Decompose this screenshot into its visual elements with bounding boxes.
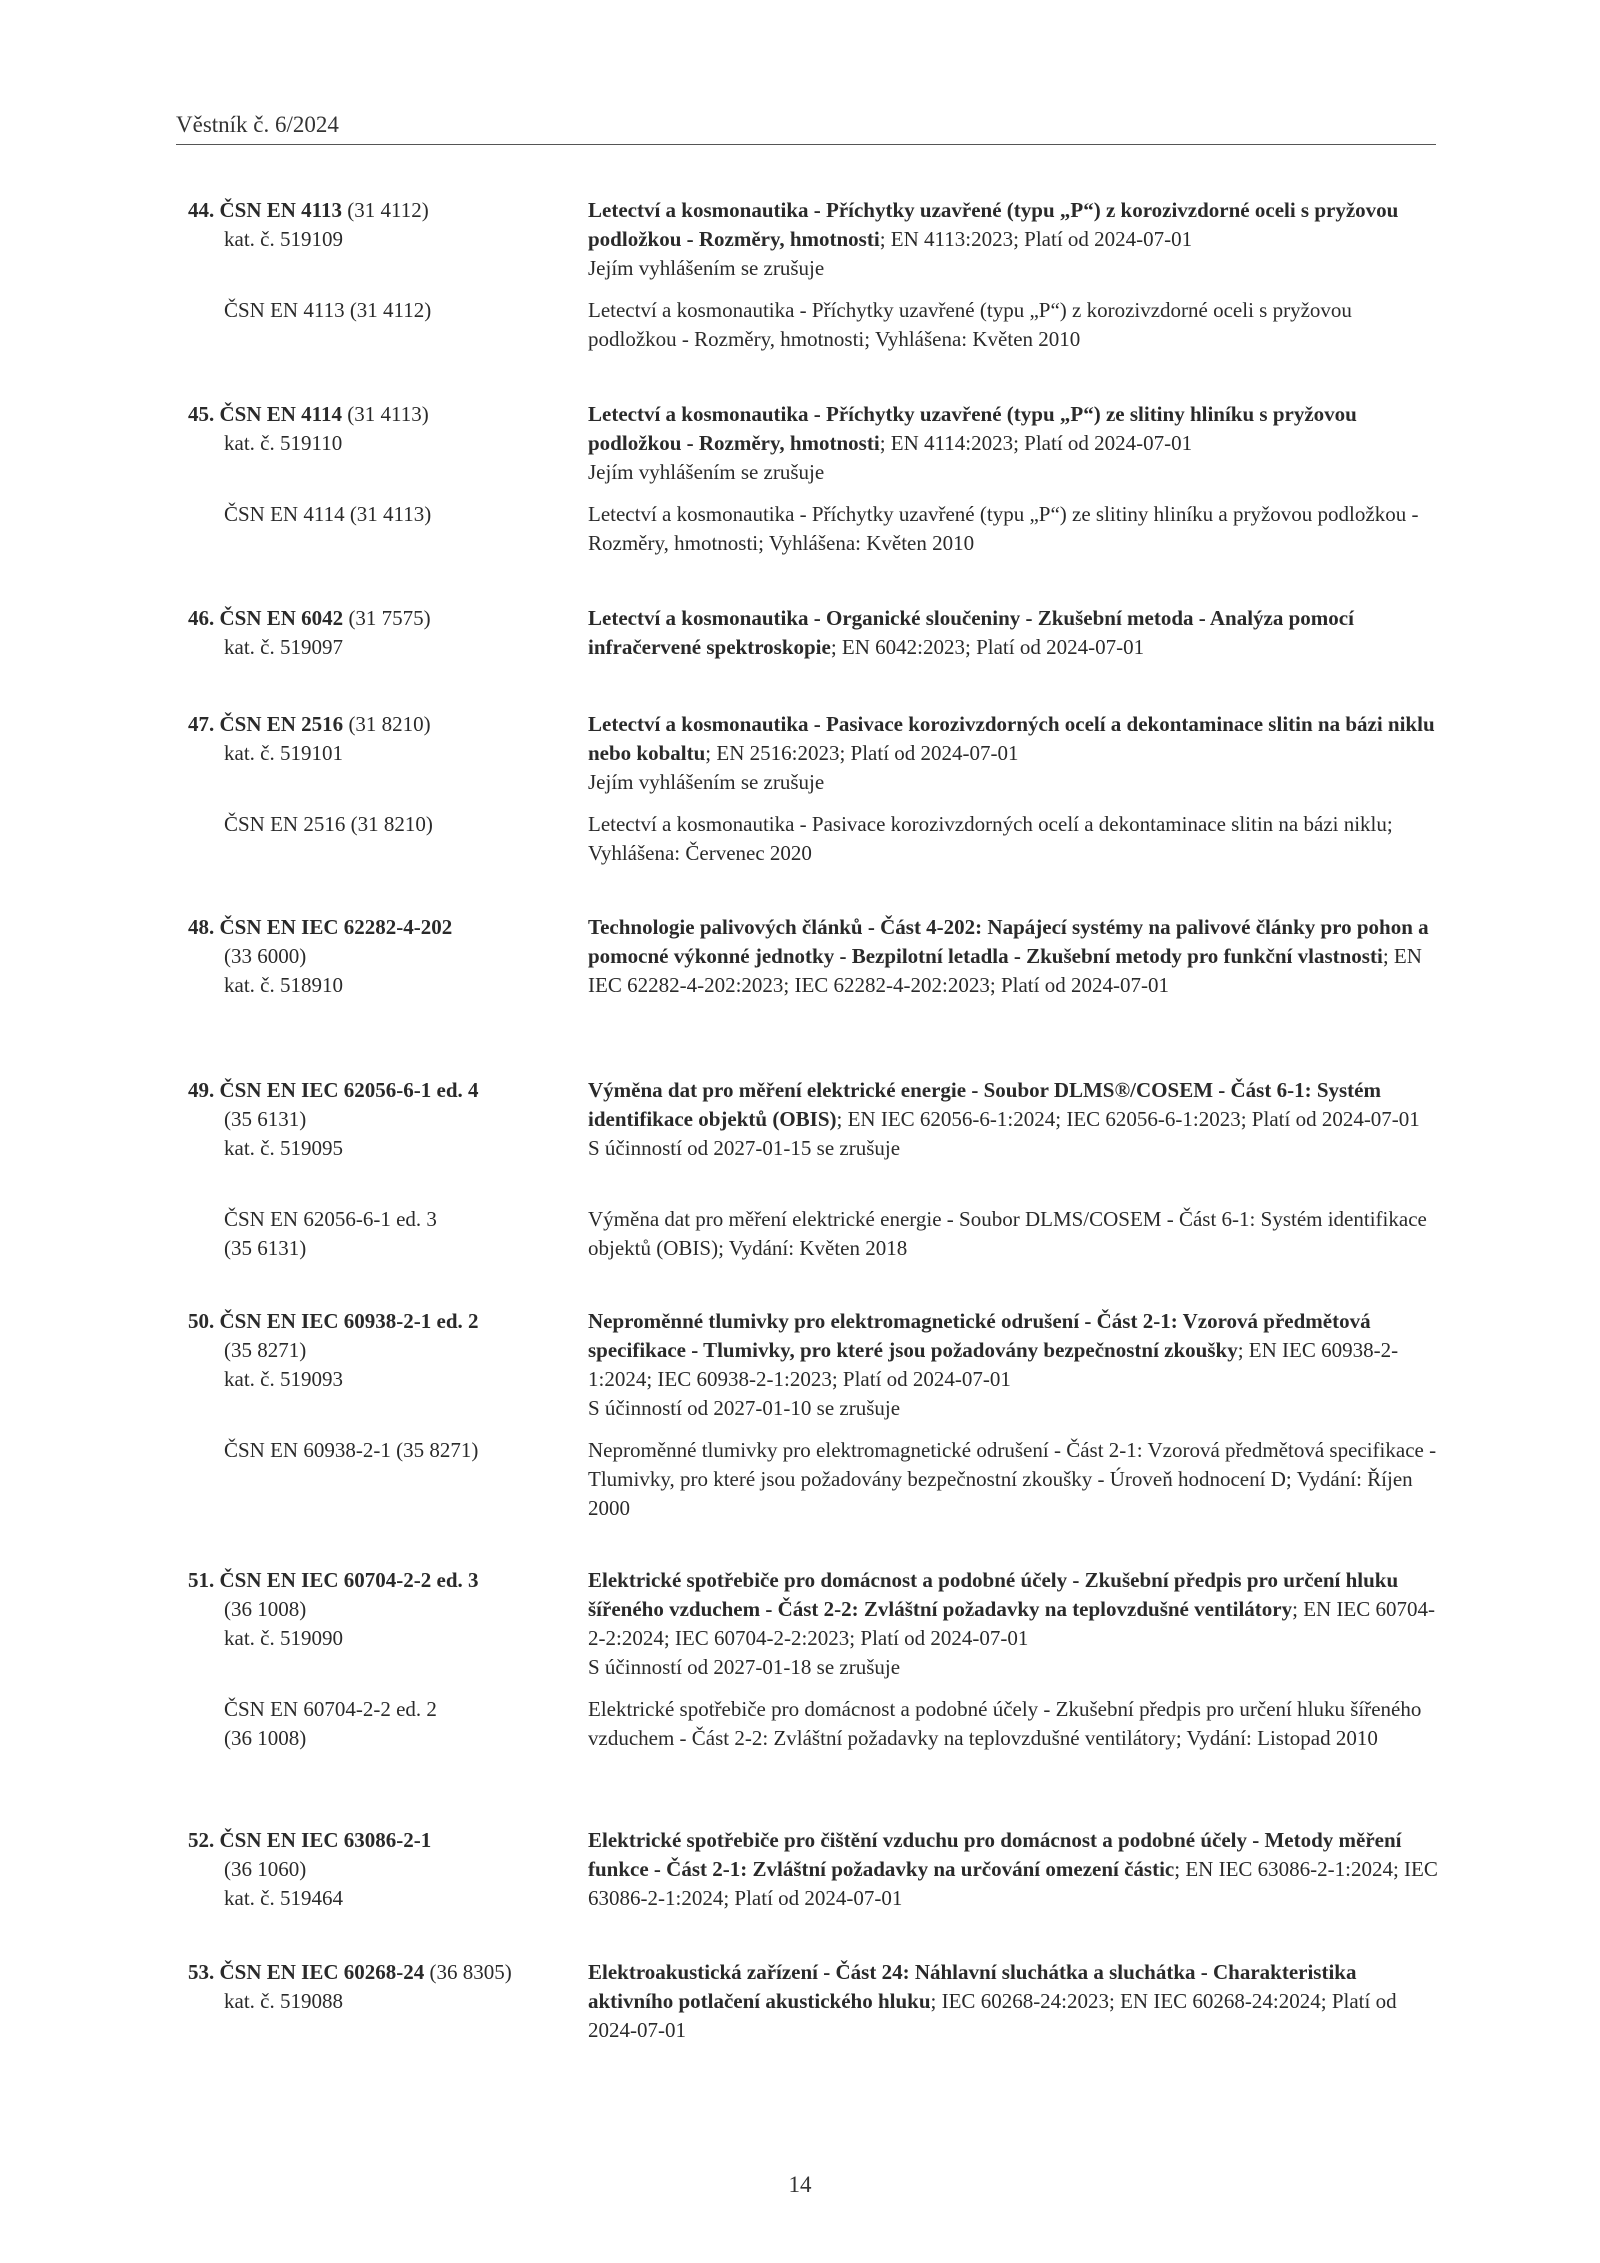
- designation-line: [188, 400, 568, 429]
- entry-designation: [188, 604, 568, 662]
- standard-title: Technologie palivových článků - Část 4-202: Napájecí systémy na palivové články pro pohon a pomocné výkonné jednotky - Bezpilotní letadla - Zkušební metody pro funkční vlastnosti: [588, 915, 1429, 968]
- entry-title: [588, 1566, 1438, 1682]
- entry-number: 49.: [188, 1078, 215, 1102]
- catalog-number: kat. č. 519110: [224, 431, 343, 455]
- classification-code: (36 8305): [424, 1960, 512, 1984]
- replaced-csn-code: ČSN EN 2516 (31 8210): [224, 812, 433, 836]
- standard-title: Elektrické spotřebiče pro domácnost a podobné účely - Zkušební předpis pro určení hluku šířeného vzduchem - Část 2-2: Zvláštní požadavky na teplovzdušné ventilátory: [588, 1568, 1399, 1621]
- entry-designation: [188, 1566, 568, 1653]
- replaced-title: Elektrické spotřebiče pro domácnost a podobné účely - Zkušební předpis pro určení hluku šířeného vzduchem - Část 2-2: Zvláštní požadavky na teplovzdušné ventilátory; Vydání: Listopad 2010: [588, 1697, 1422, 1750]
- entry-number: 50.: [188, 1309, 215, 1333]
- csn-code: ČSN EN IEC 60938-2-1 ed. 2: [219, 1309, 479, 1333]
- entry-designation: [188, 710, 568, 768]
- entry-title: [588, 1826, 1438, 1913]
- standard-title: Elektrické spotřebiče pro čištění vzduchu pro domácnost a podobné účely - Metody měření funkce - Část 2-1: Zvláštní požadavky na určování omezení částic: [588, 1828, 1402, 1881]
- catalog-number: kat. č. 519095: [224, 1136, 343, 1160]
- csn-code: ČSN EN 4114: [219, 402, 343, 426]
- entry-number: 52.: [188, 1828, 215, 1852]
- replaced-title: Letectví a kosmonautika - Příchytky uzavřené (typu „P“) ze slitiny hliníku a pryžovou podložkou - Rozměry, hmotnosti; Vyhlášena: Květen 2010: [588, 502, 1419, 555]
- replaced-csn-code: (35 6131): [224, 1236, 307, 1260]
- entry-number: 47.: [188, 712, 215, 736]
- classification-code: (35 8271): [224, 1338, 307, 1362]
- replaced-csn-code: ČSN EN 62056-6-1 ed. 3: [224, 1207, 437, 1231]
- classification-code: (33 6000): [224, 944, 307, 968]
- catalog-number: kat. č. 518910: [224, 973, 343, 997]
- designation-line: [188, 1076, 568, 1105]
- entry-number: 51.: [188, 1568, 215, 1592]
- page-footer: [0, 2172, 1600, 2198]
- replaced-designation: [188, 500, 568, 529]
- entry-title: [588, 1958, 1438, 2045]
- replaced-title: Letectví a kosmonautika - Pasivace korozivzdorných ocelí a dekontaminace slitin na bázi niklu; Vyhlášena: Červenec 2020: [588, 812, 1393, 865]
- csn-code: ČSN EN 2516: [219, 712, 344, 736]
- entry-number: 46.: [188, 606, 215, 630]
- entry-number: 45.: [188, 402, 215, 426]
- withdrawal-note: S účinností od 2027-01-18 se zrušuje: [588, 1655, 901, 1679]
- standard-title: Výměna dat pro měření elektrické energie - Soubor DLMS®/COSEM - Část 6-1: Systém identifikace objektů (OBIS): [588, 1078, 1381, 1131]
- designation-line: [188, 1566, 568, 1595]
- entry-designation: [188, 400, 568, 458]
- csn-code: ČSN EN IEC 63086-2-1: [219, 1828, 432, 1852]
- standard-reference: ; EN IEC 63086-2-1:2024; IEC 63086-2-1:2024; Platí od 2024-07-01: [588, 1857, 1438, 1910]
- replaced-designation: [188, 1205, 568, 1263]
- designation-line: [188, 1826, 568, 1855]
- standard-reference: ; EN 2516:2023; Platí od 2024-07-01: [705, 741, 1019, 765]
- csn-code: ČSN EN IEC 60268-24: [219, 1960, 425, 1984]
- classification-code: (31 8210): [343, 712, 431, 736]
- entry-title: [588, 196, 1438, 283]
- entry-designation: [188, 1958, 568, 2016]
- entry-designation: [188, 1307, 568, 1394]
- catalog-number: kat. č. 519101: [224, 741, 343, 765]
- catalog-number: kat. č. 519090: [224, 1626, 343, 1650]
- designation-line: [188, 710, 568, 739]
- withdrawal-note: Jejím vyhlášením se zrušuje: [588, 256, 825, 280]
- entry-title: [588, 710, 1438, 797]
- classification-code: (36 1008): [224, 1597, 307, 1621]
- standard-reference: ; EN 6042:2023; Platí od 2024-07-01: [830, 635, 1145, 659]
- entry-title: [588, 604, 1438, 662]
- replaced-title: Neproměnné tlumivky pro elektromagnetické odrušení - Část 2-1: Vzorová předmětová specifikace - Tlumivky, pro které jsou požadovány bezpečnostní zkoušky - Úroveň hodnocení D; Vydání: Říjen 2000: [588, 1438, 1437, 1520]
- classification-code: (31 4112): [342, 198, 429, 222]
- page-header: [176, 112, 1436, 145]
- standard-title: Letectví a kosmonautika - Organické sloučeniny - Zkušební metoda - Analýza pomocí infračervené spektroskopie: [588, 606, 1354, 659]
- entry-designation: [188, 196, 568, 254]
- entry-title: [588, 913, 1438, 1000]
- withdrawal-note: Jejím vyhlášením se zrušuje: [588, 460, 825, 484]
- replaced-title: Výměna dat pro měření elektrické energie - Soubor DLMS/COSEM - Část 6-1: Systém identifikace objektů (OBIS); Vydání: Květen 2018: [588, 1207, 1427, 1260]
- standard-reference: ; EN IEC 60704-2-2:2024; IEC 60704-2-2:2023; Platí od 2024-07-01: [588, 1597, 1436, 1650]
- entry-title: [588, 1076, 1438, 1163]
- replaced-designation: [188, 810, 568, 839]
- withdrawal-note: S účinností od 2027-01-15 se zrušuje: [588, 1136, 901, 1160]
- standard-title: Letectví a kosmonautika - Příchytky uzavřené (typu „P“) ze slitiny hliníku s pryžovou podložkou - Rozměry, hmotnosti: [588, 402, 1357, 455]
- replaced-designation: [188, 1436, 568, 1465]
- entry-designation: [188, 1826, 568, 1913]
- catalog-number: kat. č. 519097: [224, 635, 343, 659]
- replaced-designation: [188, 296, 568, 325]
- csn-code: ČSN EN IEC 62282-4-202: [219, 915, 453, 939]
- standard-reference: ; EN 4113:2023; Platí od 2024-07-01: [879, 227, 1193, 251]
- catalog-number: kat. č. 519109: [224, 227, 343, 251]
- entry-number: 48.: [188, 915, 215, 939]
- standard-reference: ; EN 4114:2023; Platí od 2024-07-01: [879, 431, 1193, 455]
- csn-code: ČSN EN IEC 60704-2-2 ed. 3: [219, 1568, 479, 1592]
- designation-line: [188, 604, 568, 633]
- entry-title: [588, 1307, 1438, 1423]
- entry-number: 44.: [188, 198, 215, 222]
- catalog-number: kat. č. 519464: [224, 1886, 343, 1910]
- designation-line: [188, 196, 568, 225]
- classification-code: (36 1060): [224, 1857, 307, 1881]
- journal-title: Věstník č. 6/2024: [176, 112, 339, 137]
- entry-title: [588, 400, 1438, 487]
- csn-code: ČSN EN 6042: [219, 606, 344, 630]
- replaced-csn-code: (36 1008): [224, 1726, 307, 1750]
- entry-designation: [188, 913, 568, 1000]
- replaced-csn-code: ČSN EN 4114 (31 4113): [224, 502, 432, 526]
- replaced-designation: [188, 1695, 568, 1753]
- standard-title: Letectví a kosmonautika - Pasivace korozivzdorných ocelí a dekontaminace slitin na bázi niklu nebo kobaltu: [588, 712, 1435, 765]
- designation-line: [188, 1958, 568, 1987]
- page-number: 14: [788, 2172, 812, 2197]
- replaced-csn-code: ČSN EN 4113 (31 4112): [224, 298, 432, 322]
- standard-title: Neproměnné tlumivky pro elektromagnetické odrušení - Část 2-1: Vzorová předmětová specifikace - Tlumivky, pro které jsou požadovány bezpečnostní zkoušky: [588, 1309, 1371, 1362]
- classification-code: (31 4113): [342, 402, 429, 426]
- replaced-title: Letectví a kosmonautika - Příchytky uzavřené (typu „P“) z korozivzdorné oceli s pryžovou podložkou - Rozměry, hmotnosti; Vyhlášena: Květen 2010: [588, 298, 1352, 351]
- standard-reference: ; EN IEC 60938-2-1:2024; IEC 60938-2-1:2023; Platí od 2024-07-01: [588, 1338, 1399, 1391]
- standard-reference: ; IEC 60268-24:2023; EN IEC 60268-24:2024; Platí od 2024-07-01: [588, 1989, 1397, 2042]
- standard-reference: ; EN IEC 62282-4-202:2023; IEC 62282-4-202:2023; Platí od 2024-07-01: [588, 944, 1422, 997]
- designation-line: [188, 1307, 568, 1336]
- replaced-csn-code: ČSN EN 60938-2-1 (35 8271): [224, 1438, 479, 1462]
- designation-line: [188, 913, 568, 942]
- csn-code: ČSN EN IEC 62056-6-1 ed. 4: [219, 1078, 479, 1102]
- withdrawal-note: S účinností od 2027-01-10 se zrušuje: [588, 1396, 901, 1420]
- withdrawal-note: Jejím vyhlášením se zrušuje: [588, 770, 825, 794]
- standard-title: Letectví a kosmonautika - Příchytky uzavřené (typu „P“) z korozivzdorné oceli s pryžovou podložkou - Rozměry, hmotnosti: [588, 198, 1399, 251]
- entry-number: 53.: [188, 1960, 215, 1984]
- entry-designation: [188, 1076, 568, 1163]
- replaced-csn-code: ČSN EN 60704-2-2 ed. 2: [224, 1697, 437, 1721]
- catalog-number: kat. č. 519093: [224, 1367, 343, 1391]
- catalog-number: kat. č. 519088: [224, 1989, 343, 2013]
- classification-code: (35 6131): [224, 1107, 307, 1131]
- standard-title: Elektroakustická zařízení - Část 24: Náhlavní sluchátka a sluchátka - Charakteristika aktivního potlačení akustického hluku: [588, 1960, 1357, 2013]
- classification-code: (31 7575): [343, 606, 431, 630]
- csn-code: ČSN EN 4113: [219, 198, 343, 222]
- standard-reference: ; EN IEC 62056-6-1:2024; IEC 62056-6-1:2023; Platí od 2024-07-01: [836, 1107, 1420, 1131]
